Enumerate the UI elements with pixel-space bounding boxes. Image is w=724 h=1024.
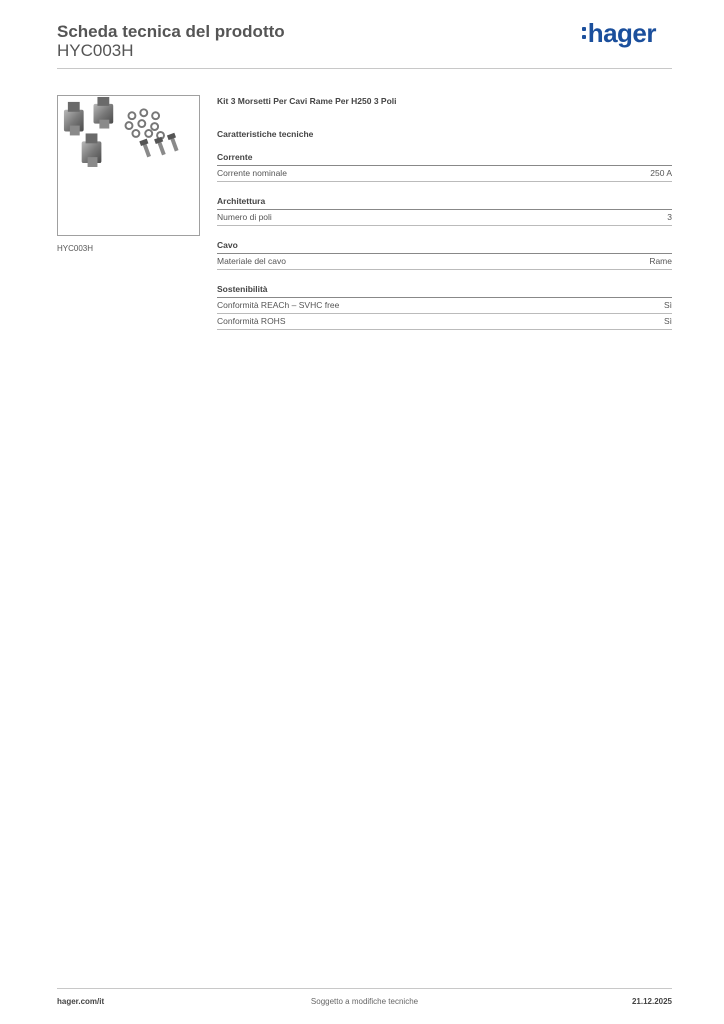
spec-group-title: Sostenibilità — [217, 284, 672, 298]
footer-website-link[interactable]: hager.com/it — [57, 997, 105, 1006]
spec-value: Rame — [649, 256, 672, 266]
spec-group-cavo — [217, 240, 672, 270]
spec-label: Conformità REACh – SVHC free — [217, 300, 340, 310]
spec-row — [217, 254, 672, 270]
page-header — [57, 17, 672, 68]
terminal-kit-photo-icon — [58, 96, 199, 235]
spec-label: Corrente nominale — [217, 168, 287, 178]
spec-row — [217, 210, 672, 226]
hager-logo — [582, 18, 656, 48]
spec-group-title: Cavo — [217, 240, 672, 254]
footer-date: 21.12.2025 — [631, 997, 672, 1006]
footer-notice: Soggetto a modifiche tecniche — [310, 997, 419, 1006]
logo-dots-icon — [582, 27, 586, 39]
spec-label: Numero di poli — [217, 212, 272, 222]
logo-text: hager — [587, 17, 656, 48]
spec-group-sostenibilita — [217, 284, 672, 330]
spec-content — [217, 96, 672, 330]
footer-divider — [57, 988, 672, 989]
spec-label: Materiale del cavo — [217, 256, 286, 266]
spec-group-architettura — [217, 196, 672, 226]
header-divider — [57, 68, 672, 69]
spec-label: Conformità ROHS — [217, 316, 286, 326]
spec-group-title: Architettura — [217, 196, 672, 210]
spec-group-corrente — [217, 152, 672, 182]
page-title: Scheda tecnica del prodotto — [57, 22, 285, 41]
product-code: HYC003H — [57, 41, 134, 60]
spec-row — [217, 298, 672, 314]
spec-value: Sì — [663, 300, 672, 310]
product-name: Kit 3 Morsetti Per Cavi Rame Per H250 3 Poli — [217, 96, 397, 106]
product-image — [57, 95, 200, 236]
spec-value: 250 A — [650, 168, 672, 178]
spec-row — [217, 166, 672, 182]
spec-value: 3 — [667, 212, 672, 222]
spec-group-title: Corrente — [217, 152, 672, 166]
spec-row — [217, 314, 672, 330]
spec-value: Sì — [663, 316, 672, 326]
specs-heading: Caratteristiche tecniche — [217, 129, 314, 139]
image-caption: HYC003H — [57, 244, 94, 253]
